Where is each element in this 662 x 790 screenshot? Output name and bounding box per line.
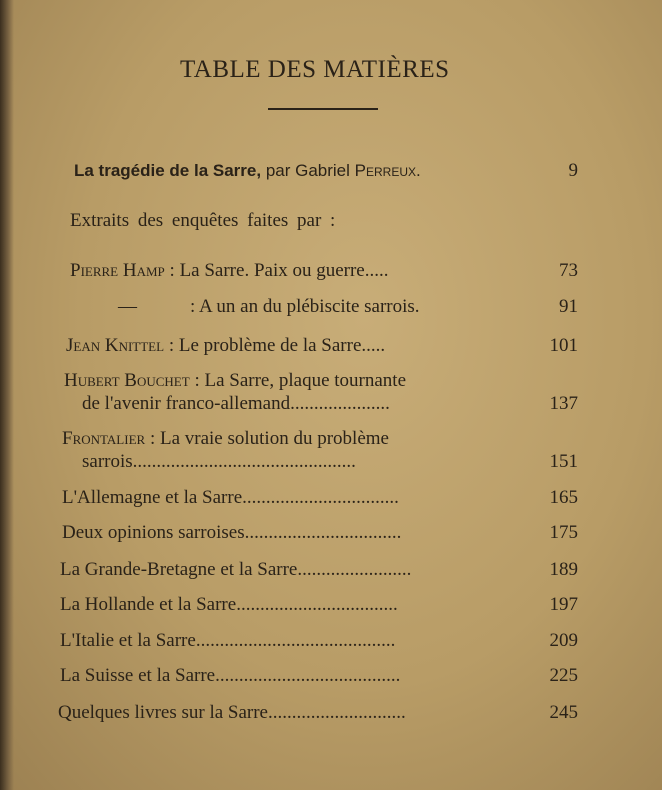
intro-page-number: 9 bbox=[568, 160, 578, 181]
entry-page-number: 197 bbox=[549, 594, 578, 615]
subheading: Extraits des enquêtes faites par : bbox=[70, 210, 336, 231]
entry-leader: ............................. bbox=[268, 702, 406, 723]
entry-page-number: 225 bbox=[549, 665, 578, 686]
page-title: TABLE DES MATIÈRES bbox=[180, 56, 450, 83]
entry-leader: ..................... bbox=[290, 393, 390, 414]
entry-leader: .......................................... bbox=[195, 630, 396, 651]
entry-leader: ................................. bbox=[244, 522, 402, 543]
entry-sep: : bbox=[190, 296, 199, 317]
entry-author: Frontalier bbox=[62, 428, 146, 449]
entry-title: La Sarre. Paix ou guerre bbox=[179, 260, 365, 281]
entry-page-number: 91 bbox=[559, 296, 578, 317]
entry-leader: ..... bbox=[364, 260, 389, 281]
entry-title: L'Allemagne et la Sarre bbox=[62, 487, 243, 508]
entry-author: Hubert Bouchet bbox=[64, 370, 190, 391]
intro-dot: . bbox=[416, 161, 421, 180]
entry-title-cont: sarrois bbox=[82, 451, 133, 472]
entry-page-number: 189 bbox=[549, 559, 578, 580]
entry-sep: : bbox=[164, 335, 179, 356]
entry-author: Pierre Hamp bbox=[70, 260, 165, 281]
entry-page-number: 151 bbox=[549, 451, 578, 472]
entry-page-number: 101 bbox=[549, 335, 578, 356]
entry-leader: ............................................... bbox=[132, 451, 356, 472]
entry-title: La Grande-Bretagne et la Sarre bbox=[60, 559, 298, 580]
entry-title: La vraie solution du problème bbox=[159, 428, 389, 449]
entry-title: La Suisse et la Sarre bbox=[60, 665, 216, 686]
entry-page-number: 165 bbox=[549, 487, 578, 508]
entry-title: Deux opinions sarroises bbox=[62, 522, 245, 543]
entry-leader: .................................. bbox=[236, 594, 398, 615]
entry-title: Le problème de la Sarre bbox=[178, 335, 362, 356]
entry-page-number: 137 bbox=[549, 393, 578, 414]
book-spine-shadow bbox=[0, 0, 14, 790]
title-rule bbox=[268, 108, 378, 110]
entry-page-number: 73 bbox=[559, 260, 578, 281]
entry-title: A un an du plébiscite sarrois. bbox=[198, 296, 420, 317]
entry-author-dash: — bbox=[118, 296, 137, 317]
intro-rest: par Gabriel bbox=[261, 161, 355, 180]
entry-leader: ................................. bbox=[242, 487, 399, 508]
entry-sep: : bbox=[189, 370, 205, 391]
entry-leader: ........................ bbox=[297, 559, 412, 580]
entry-title: La Sarre, plaque tournante bbox=[204, 370, 407, 391]
entry-leader: ..... bbox=[361, 335, 386, 356]
entry-page-number: 175 bbox=[549, 522, 578, 543]
entry-sep: : bbox=[164, 260, 180, 281]
entry-title-cont: de l'avenir franco-allemand bbox=[82, 393, 291, 414]
entry-title: Quelques livres sur la Sarre bbox=[58, 702, 268, 723]
entry-leader: ....................................... bbox=[215, 665, 401, 686]
entry-page-number: 245 bbox=[549, 702, 578, 723]
intro-author: Perreux bbox=[354, 161, 416, 180]
entry-title: L'Italie et la Sarre bbox=[60, 630, 196, 651]
entry-page-number: 209 bbox=[549, 630, 578, 651]
entry-title: La Hollande et la Sarre bbox=[60, 594, 237, 615]
intro-bold-title: La tragédie de la Sarre, bbox=[74, 161, 262, 180]
entry-author: Jean Knittel bbox=[66, 335, 165, 356]
entry-sep: : bbox=[145, 428, 160, 449]
